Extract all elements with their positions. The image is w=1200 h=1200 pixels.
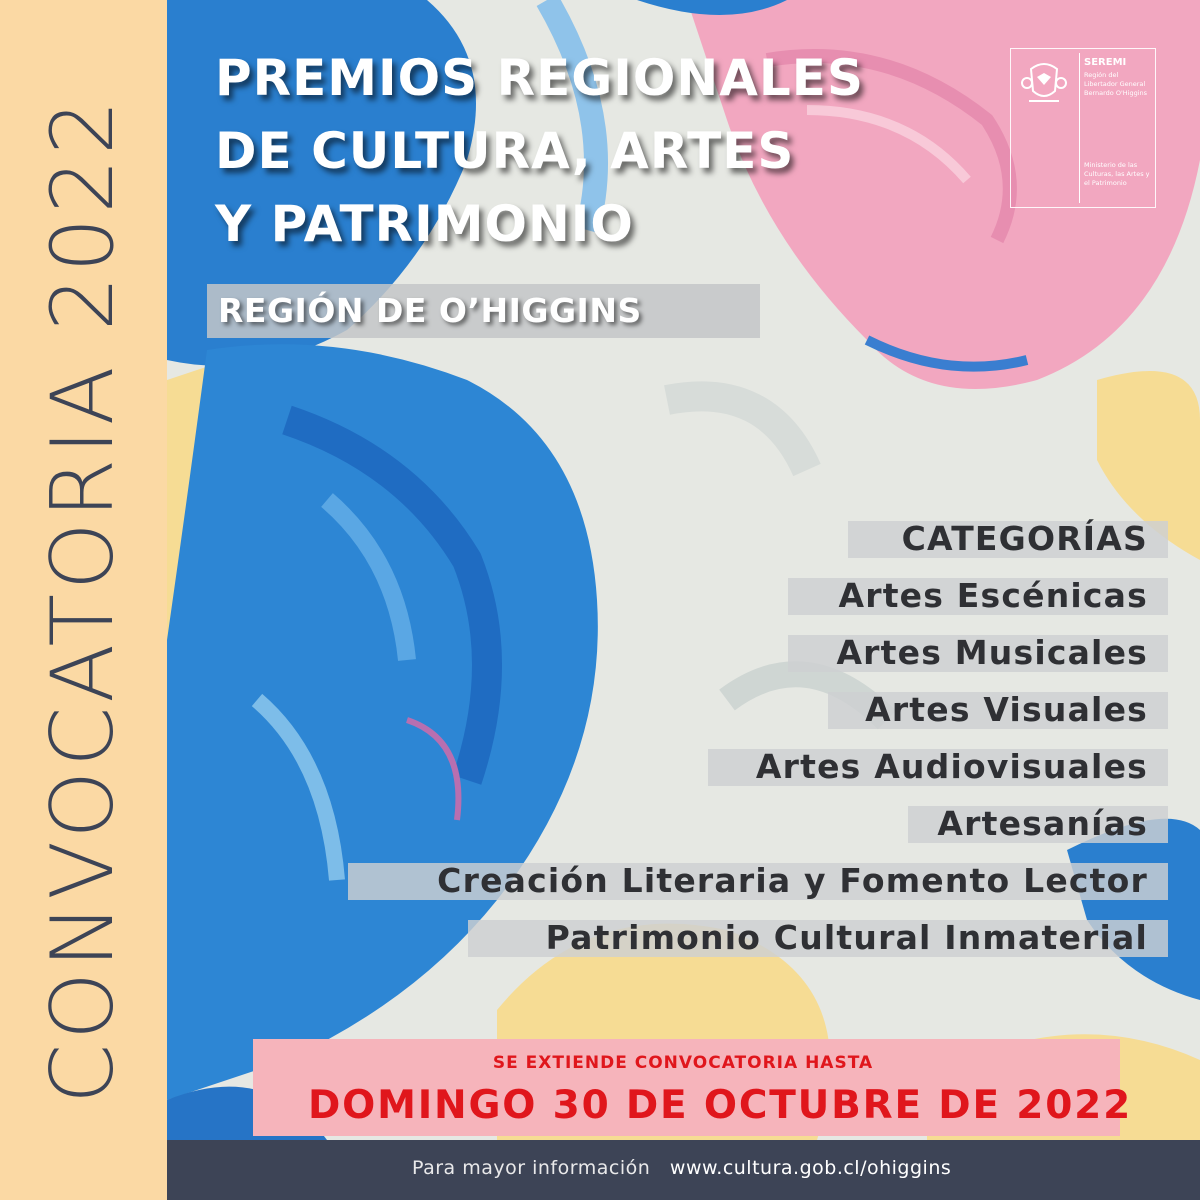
logo-divider xyxy=(1079,53,1080,203)
category-artes-escenicas: Artes Escénicas xyxy=(838,576,1148,615)
categories-list xyxy=(437,510,1148,966)
list-item xyxy=(437,567,1148,624)
seremi-label: SEREMI xyxy=(1084,57,1127,68)
category-artes-audiovisuales: Artes Audiovisuales xyxy=(755,747,1148,786)
logo-region-text: Región del Libertador General Bernardo O'Higgins xyxy=(1084,71,1148,97)
seremi-logo xyxy=(1010,48,1156,208)
category-artesanias: Artesanías xyxy=(937,804,1148,843)
categories-heading-row xyxy=(437,510,1148,567)
coat-of-arms-icon xyxy=(1017,55,1071,115)
left-sidebar xyxy=(0,0,167,1200)
category-creacion-literaria: Creación Literaria y Fomento Lector xyxy=(437,861,1148,900)
title-line-1: PREMIOS REGIONALES xyxy=(215,49,864,107)
list-item xyxy=(437,624,1148,681)
list-item xyxy=(437,795,1148,852)
footer-info xyxy=(412,1157,951,1179)
title-line-2: DE CULTURA, ARTES xyxy=(215,122,795,180)
list-item xyxy=(437,909,1148,966)
footer-url-link[interactable]: www.cultura.gob.cl/ohiggins xyxy=(669,1157,952,1179)
deadline-banner xyxy=(253,1039,1133,1136)
logo-ministry-text: Ministerio de las Culturas, las Artes y el Patrimonio xyxy=(1084,161,1150,187)
region-label: REGIÓN DE O’HIGGINS xyxy=(218,291,642,330)
page-title xyxy=(215,42,864,261)
list-item xyxy=(437,738,1148,795)
category-patrimonio-cultural: Patrimonio Cultural Inmaterial xyxy=(545,918,1148,957)
deadline-subtitle: SE EXTIENDE CONVOCATORIA HASTA xyxy=(492,1053,874,1073)
deadline-date: DOMINGO 30 DE OCTUBRE DE 2022 xyxy=(308,1083,1133,1128)
footer-info-label: Para mayor información xyxy=(412,1157,651,1179)
list-item xyxy=(437,681,1148,738)
footer-bar xyxy=(167,1140,1200,1200)
convocatoria-vertical-label: CONVOCATORIA 2022 xyxy=(33,96,133,1104)
list-item xyxy=(437,852,1148,909)
category-artes-visuales: Artes Visuales xyxy=(865,690,1148,729)
title-line-3: Y PATRIMONIO xyxy=(215,195,634,253)
category-artes-musicales: Artes Musicales xyxy=(836,633,1148,672)
categories-heading: CATEGORÍAS xyxy=(901,519,1148,558)
